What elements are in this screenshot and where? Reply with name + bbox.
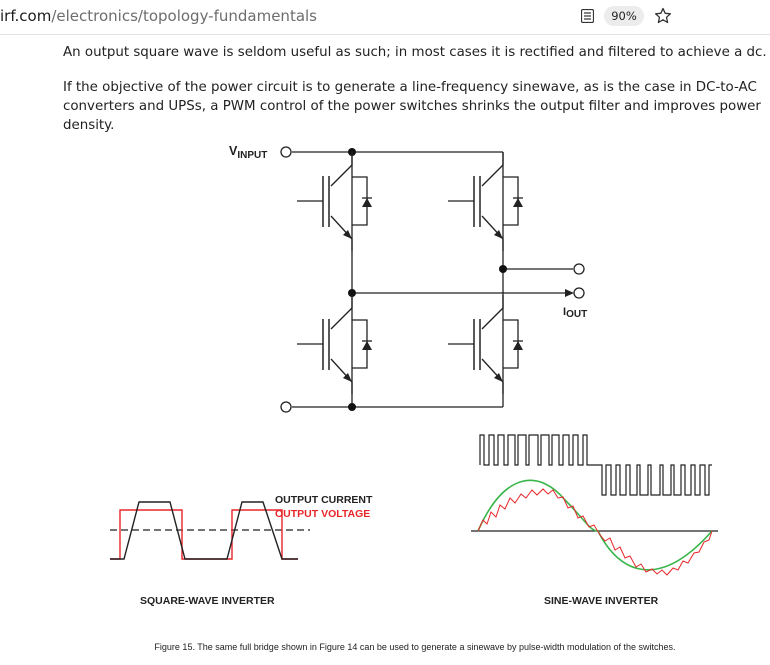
paragraph-pwm: If the objective of the power circuit is to generate a line-frequency sinewave, as is the case in DC-to-AC converters and UPSs, a PWM control of the power switches shrinks the output filter and improves power density.	[63, 80, 761, 133]
terminal-output-b	[574, 288, 584, 298]
zoom-level-button[interactable]: 90%	[604, 6, 644, 26]
junction-dots	[348, 148, 507, 411]
figure-caption: Figure 15. The same full bridge shown in Figure 14 can be used to generate a sinewave by pulse-width modulation of the switches.	[154, 642, 676, 652]
iout-label: IOUT	[563, 306, 588, 320]
pwm-pulse-train	[480, 435, 712, 495]
legend-output-voltage: OUTPUT VOLTAGE	[275, 508, 371, 520]
terminal-vinput-top	[281, 147, 291, 157]
output-voltage-trace	[110, 510, 298, 559]
filtered-sine-trace	[478, 480, 712, 569]
igbt-switch-lower-right	[448, 295, 523, 394]
paragraph-square-wave: An output square wave is seldom useful as such; in most cases it is rectified and filtered to achieve a dc.	[63, 45, 767, 60]
square-wave-inverter-label: SQUARE-WAVE INVERTER	[140, 595, 275, 607]
url-path: /electronics/topology-fundamentals	[51, 7, 317, 25]
url-host: irf.com	[0, 7, 52, 25]
terminal-vinput-bottom	[281, 402, 291, 412]
legend-output-current: OUTPUT CURRENT	[275, 494, 373, 506]
iout-arrow-icon	[565, 289, 574, 297]
vinput-label: $V_{INPUT}$	[229, 144, 268, 161]
terminal-output-a	[574, 264, 584, 274]
igbt-switch-upper-left	[297, 152, 372, 251]
full-bridge-schematic	[292, 152, 573, 407]
sine-wave-inverter-label: SINE-WAVE INVERTER	[544, 595, 659, 607]
igbt-switch-lower-left	[297, 295, 372, 394]
igbt-switch-upper-right	[448, 152, 523, 251]
